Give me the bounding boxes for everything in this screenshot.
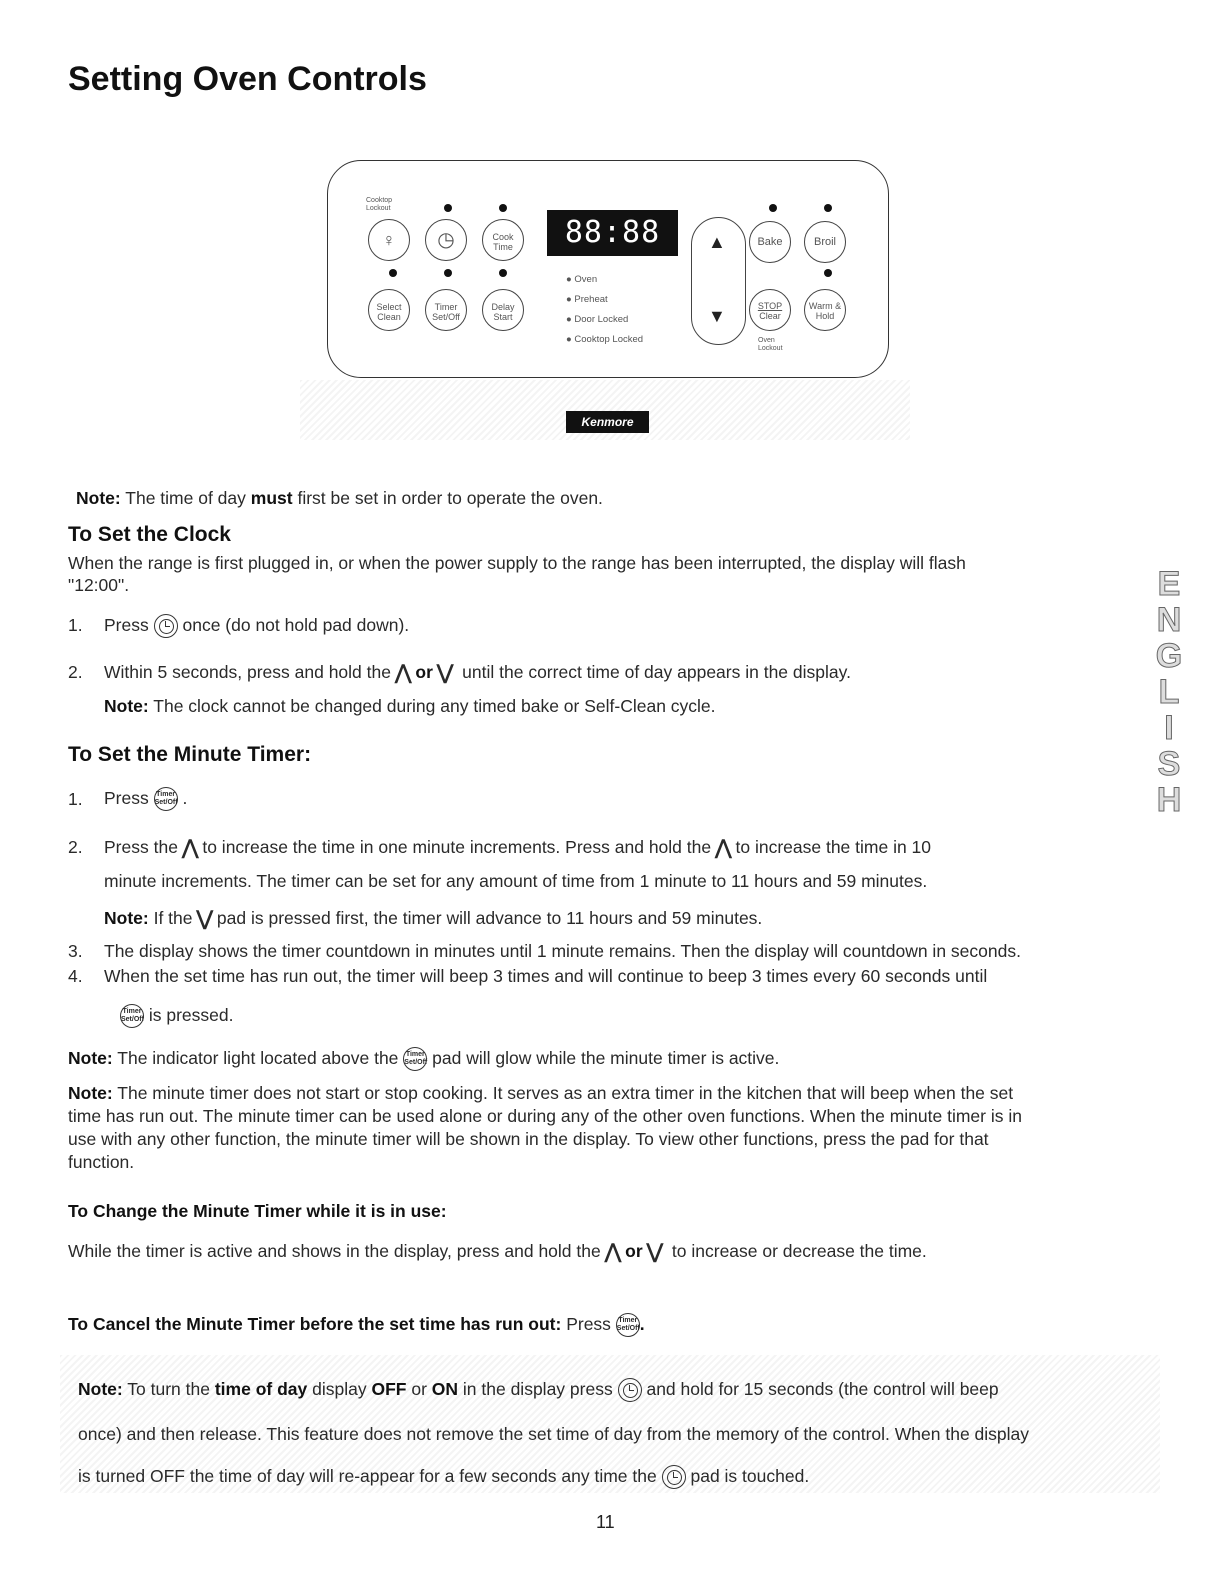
timer-note-extra-l3: use with any other function, the minute timer will be shown in the display. To view other functions, press the pad for that xyxy=(68,1129,989,1149)
up-arrow-icon: ▲ xyxy=(708,232,726,252)
step-number: 3. xyxy=(68,941,83,961)
page-number: 11 xyxy=(596,1512,615,1532)
step-number: 1. xyxy=(68,789,83,809)
change-timer-text: While the timer is active and shows in the display, press and hold the ⋀ or ⋁ to increase or decrease the time. xyxy=(68,1241,927,1264)
timer-setoff-pad-icon: Timer Set/Off xyxy=(154,787,178,811)
indicator-dot xyxy=(444,204,452,212)
timer-note-extra-l1: Note: The minute timer does not start or stop cooking. It serves as an extra timer in the kitchen that will beep when the set xyxy=(68,1083,1014,1103)
down-arrow-icon: ▼ xyxy=(708,306,726,326)
step-number: 1. xyxy=(68,615,83,635)
indicator-dot xyxy=(824,269,832,277)
timer-step-4-end: Timer Set/Off is pressed. xyxy=(120,1004,234,1028)
timer-note-down: Note: If the ⋁ pad is pressed first, the timer will advance to 11 hours and 59 minutes. xyxy=(104,908,763,931)
clock-step-2: Within 5 seconds, press and hold the ⋀ or ⋁ until the correct time of day appears in the display. xyxy=(104,662,851,685)
timer-setoff-pad-icon: Timer Set/Off xyxy=(120,1004,144,1028)
timer-note-extra-l4: function. xyxy=(68,1152,135,1172)
timer-setoff-pad-icon: Timer Set/Off xyxy=(616,1313,640,1337)
timer-note-indicator: Note: The indicator light located above the Timer Set/Off pad will glow while the minute timer is active. xyxy=(68,1047,779,1071)
indicator-cooktop-locked: ● Cooktop Locked xyxy=(566,334,644,345)
control-panel-illustration xyxy=(327,160,889,378)
final-note-l3: is turned OFF the time of day will re-appear for a few seconds any time the pad is touched. xyxy=(78,1465,809,1489)
clock-intro-line2: "12:00". xyxy=(68,575,130,595)
oven-lockout-label: Oven Lockout xyxy=(758,337,783,352)
delay-start-pad: Delay Start xyxy=(482,289,524,331)
indicator-preheat: ● Preheat xyxy=(566,294,608,305)
cooktop-lockout-label: Cooktop Lockout xyxy=(366,197,393,212)
indicator-dot xyxy=(769,204,777,212)
down-arrow-icon: ⋁ xyxy=(196,908,213,931)
clock-pad-icon: ◷ xyxy=(425,219,467,261)
lock-pad-icon: ♀ xyxy=(368,219,410,261)
up-arrow-icon: ⋀ xyxy=(715,837,732,860)
indicator-oven: ● Oven xyxy=(566,274,598,285)
indicator-dot xyxy=(824,204,832,212)
broil-pad: Broil xyxy=(804,221,846,263)
kenmore-logo: Kenmore xyxy=(566,411,649,433)
up-down-pad xyxy=(691,217,746,345)
heading-set-clock: To Set the Clock xyxy=(68,523,231,546)
lcd-display: 88:88 xyxy=(547,210,678,256)
clock-pad-icon xyxy=(662,1465,686,1489)
bake-pad: Bake xyxy=(749,221,791,263)
step-number: 4. xyxy=(68,966,83,986)
timer-step-3: The display shows the timer countdown in minutes until 1 minute remains. Then the display will countdown in seconds. xyxy=(104,941,1021,961)
note-time-of-day: Note: The time of day must first be set in order to operate the oven. xyxy=(76,488,603,508)
up-arrow-icon: ⋀ xyxy=(181,837,199,860)
step-number: 2. xyxy=(68,837,83,857)
step-number: 2. xyxy=(68,662,83,682)
timer-step-2: Press the ⋀ to increase the time in one minute increments. Press and hold the ⋀ to increase the time in 10 xyxy=(104,837,932,860)
indicator-door-locked: ● Door Locked xyxy=(566,314,629,325)
language-side-tab: E N G L I S H xyxy=(1155,565,1183,819)
indicator-dot xyxy=(389,269,397,277)
stop-clear-pad: STOP Clear xyxy=(749,289,791,331)
cancel-timer-line: To Cancel the Minute Timer before the set time has run out: Press Timer Set/Off. xyxy=(68,1313,645,1337)
timer-pad: Timer Set/Off xyxy=(425,289,467,331)
up-arrow-icon: ⋀ xyxy=(394,662,412,685)
heading-change-timer: To Change the Minute Timer while it is in use: xyxy=(68,1201,447,1221)
indicator-dot xyxy=(444,269,452,277)
timer-setoff-pad-icon: Timer Set/Off xyxy=(403,1047,427,1071)
timer-step-1: Press Timer Set/Off . xyxy=(104,787,187,811)
cook-time-pad: Cook Time xyxy=(482,219,524,261)
clock-note: Note: The clock cannot be changed during any timed bake or Self-Clean cycle. xyxy=(104,696,716,716)
timer-note-extra-l2: time has run out. The minute timer can be used alone or during any of the other oven functions. When the minute timer is in xyxy=(68,1106,1022,1126)
down-arrow-icon: ⋁ xyxy=(646,1241,664,1264)
clock-intro-line1: When the range is first plugged in, or when the power supply to the range has been interrupted, the display will flash xyxy=(68,553,966,573)
up-arrow-icon: ⋀ xyxy=(604,1241,622,1264)
clock-pad-icon xyxy=(618,1378,642,1402)
select-clean-pad: Select Clean xyxy=(368,289,410,331)
final-note-l1: Note: To turn the time of day display OFF or ON in the display press and hold for 15 seconds (the control will beep xyxy=(78,1378,999,1402)
clock-step-1: Press once (do not hold pad down). xyxy=(104,614,409,638)
indicator-dot xyxy=(499,269,507,277)
timer-step-2-line2: minute increments. The timer can be set for any amount of time from 1 minute to 11 hours and 59 minutes. xyxy=(104,871,928,891)
down-arrow-icon: ⋁ xyxy=(436,662,454,685)
warm-hold-pad: Warm & Hold xyxy=(804,289,846,331)
clock-pad-icon xyxy=(154,614,178,638)
indicator-dot xyxy=(499,204,507,212)
timer-step-4: When the set time has run out, the timer will beep 3 times and will continue to beep 3 times every 60 seconds until xyxy=(104,966,988,986)
final-note-l2: once) and then release. This feature does not remove the set time of day from the memory of the control. When the display xyxy=(78,1424,1030,1444)
page-title: Setting Oven Controls xyxy=(68,60,427,98)
heading-minute-timer: To Set the Minute Timer: xyxy=(68,743,312,766)
